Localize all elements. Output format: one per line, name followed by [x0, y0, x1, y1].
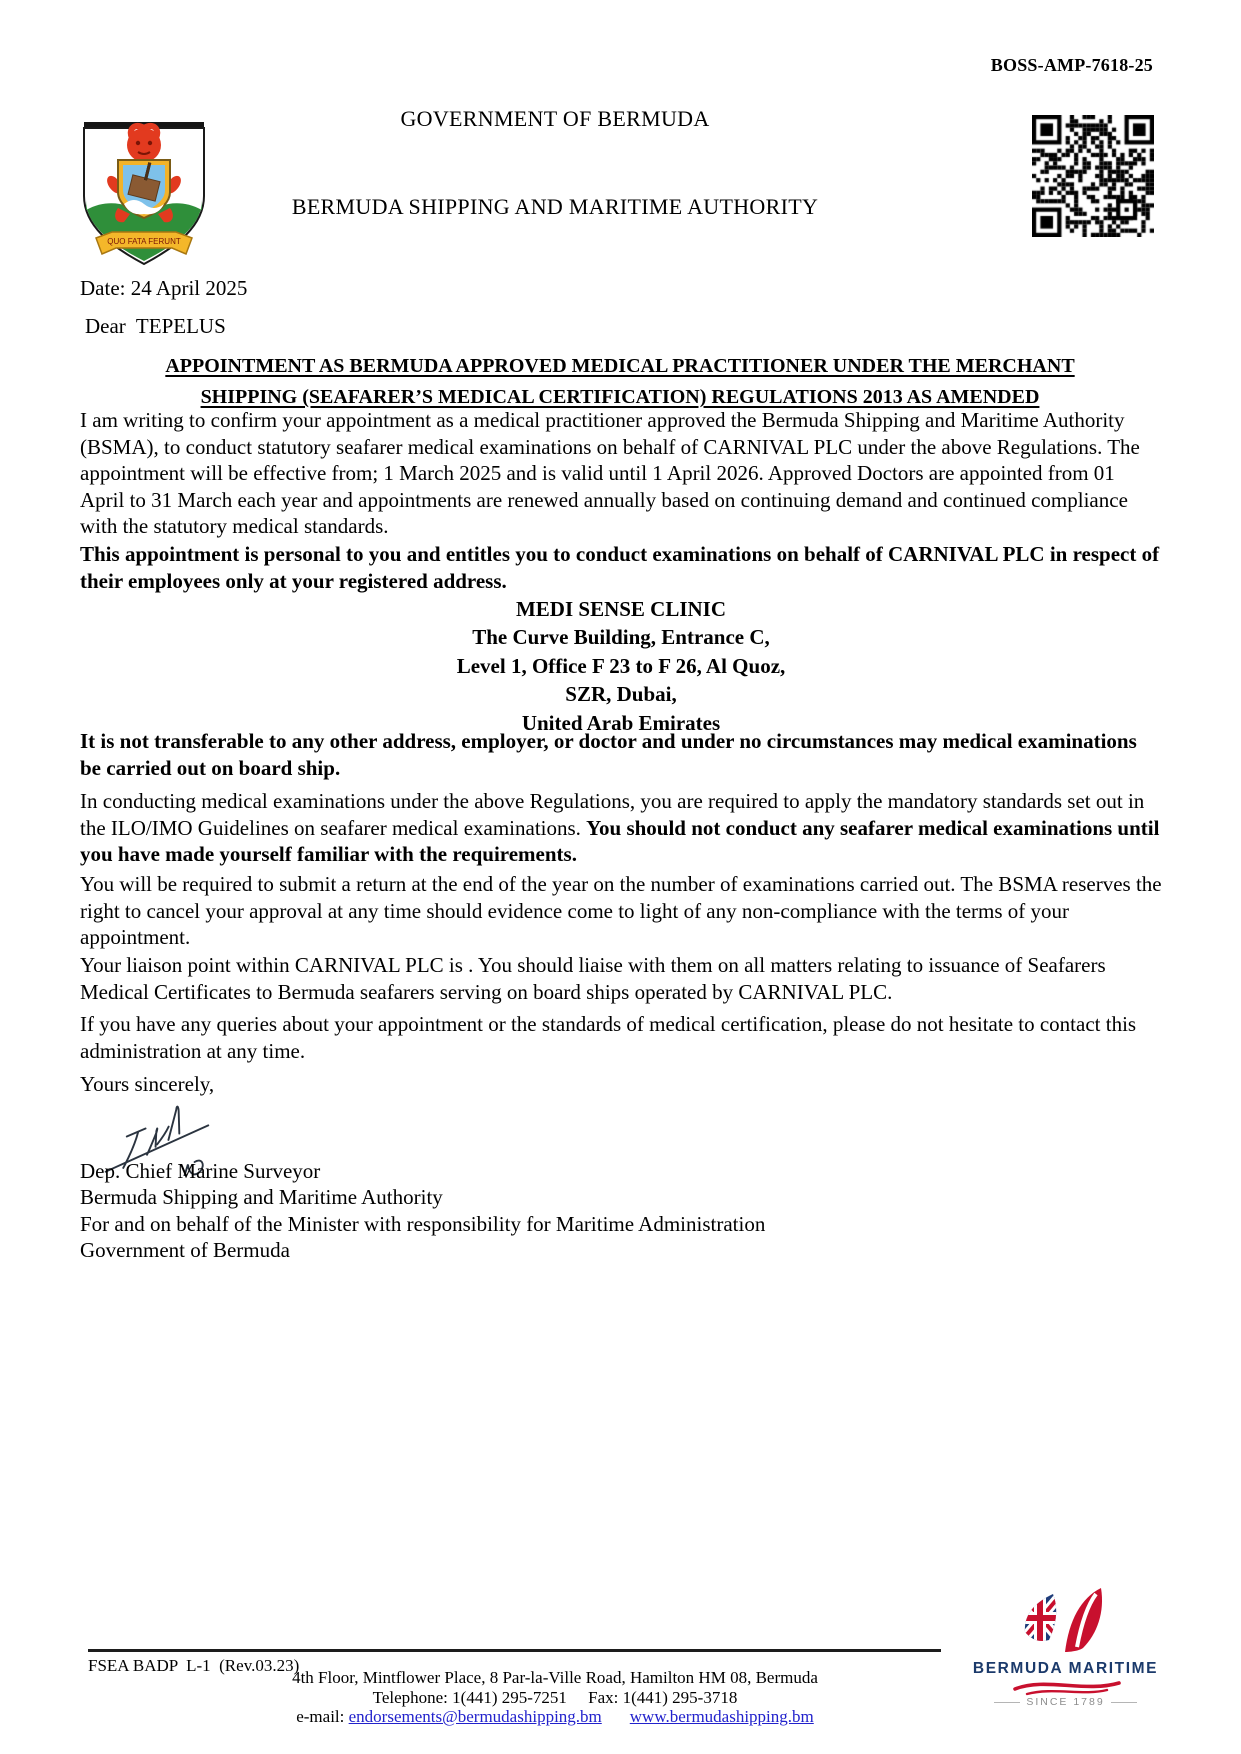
footer-email-link[interactable]: endorsements@bermudashipping.bm	[348, 1707, 602, 1726]
paragraph-appointment: I am writing to confirm your appointment as a medical practitioner approved the Bermuda Shipping and Maritime Authority (BSMA), to conduct statutory seafarer medical examinations on behalf of CARNIVAL PLC under the above Regulations. The appointment will be effective from; 1 March 2025 and is valid until 1 April 2026. Approved Doctors are appointed from 01 April to 31 March each year and appointments are renewed annually based on continuing demand and continued compliance with the statutory medical standards.	[80, 408, 1140, 538]
salutation: Dear TEPELUS	[85, 314, 226, 338]
form-reference: FSEA BADP L-1 (Rev.03.23)	[88, 1656, 300, 1675]
bermuda-maritime-logo	[963, 1586, 1168, 1716]
paragraph-not-transferable: It is not transferable to any other address, employer, or doctor and under no circumstances may medical examinations be carried out on board ship.	[80, 729, 1137, 780]
paragraph-liaison: Your liaison point within CARNIVAL PLC is . You should liaise with them on all matters relating to issuance of Seafarers Medical Certificates to Bermuda seafarers serving on board ships operated by CARNIVAL PLC.	[80, 953, 1106, 1004]
paragraph-queries: If you have any queries about your appointment or the standards of medical certification, please do not hesitate to contact this administration at any time.	[80, 1012, 1137, 1063]
footer-website-link[interactable]: www.bermudashipping.bm	[629, 1707, 814, 1726]
closing-line: Yours sincerely,	[80, 1072, 215, 1096]
since-right-line	[1111, 1702, 1137, 1703]
authority-title: BERMUDA SHIPPING AND MARITIME AUTHORITY	[291, 194, 819, 219]
signoff-government: Government of Bermuda	[80, 1237, 290, 1262]
government-title: GOVERNMENT OF BERMUDA	[400, 106, 710, 131]
subject-line-1: APPOINTMENT AS BERMUDA APPROVED MEDICAL PRACTITIONER UNDER THE MERCHANT	[165, 355, 1075, 377]
clinic-address-line: SZR, Dubai,	[565, 682, 677, 707]
since-left-line	[994, 1702, 1020, 1703]
logo-brand-text: BERMUDA MARITIME	[972, 1660, 1159, 1677]
logo-since-row	[963, 1696, 1168, 1708]
clinic-address-line: United Arab Emirates	[521, 710, 721, 735]
qr-code	[1032, 115, 1154, 237]
crest-motto-text: QUO FATA FERUNT	[107, 237, 181, 246]
footer-divider	[88, 1649, 941, 1652]
clinic-address-block	[80, 595, 1162, 737]
document-reference: BOSS-AMP-7618-25	[990, 55, 1153, 75]
logo-since-text: SINCE 1789	[1026, 1696, 1105, 1708]
paragraph-standards-normal: In conducting medical examinations under the above Regulations, you are required to apply the mandatory standards set out in the ILO/IMO Guidelines on seafarer medical examinations.	[80, 789, 1145, 840]
subject-heading	[80, 351, 1160, 413]
footer-address: 4th Floor, Mintflower Place, 8 Par-la-Ville Road, Hamilton HM 08, Bermuda	[292, 1668, 818, 1687]
paragraph-standards	[80, 788, 1162, 868]
footer-contact-block	[0, 1668, 1110, 1727]
signoff-block	[80, 1158, 765, 1263]
clinic-address-line: The Curve Building, Entrance C,	[472, 625, 770, 650]
signoff-title: Dep. Chief Marine Surveyor	[80, 1159, 321, 1183]
logo-sails-icon	[1011, 1586, 1161, 1658]
clinic-name: MEDI SENSE CLINIC	[515, 597, 727, 621]
signoff-authority: Bermuda Shipping and Maritime Authority	[80, 1185, 443, 1210]
footer-email-line	[0, 1707, 1110, 1727]
logo-swoosh-icon	[1011, 1679, 1123, 1697]
clinic-address-line: Level 1, Office F 23 to F 26, Al Quoz,	[456, 653, 786, 678]
footer-phone-fax: Telephone: 1(441) 295-7251 Fax: 1(441) 295-3718	[372, 1687, 738, 1707]
paragraph-standards-bold: You should not conduct any seafarer medical examinations until you have made yourself familiar with the requirements.	[80, 815, 1160, 866]
paragraph-annual-return: You will be required to submit a return at the end of the year on the number of examinations carried out. The BSMA reserves the right to cancel your approval at any time should evidence come to light of any non-compliance with the terms of your appointment.	[80, 872, 1162, 949]
signoff-on-behalf: For and on behalf of the Minister with responsibility for Maritime Administration	[80, 1211, 766, 1236]
paragraph-personal-appointment: This appointment is personal to you and entitles you to conduct examinations on behalf of CARNIVAL PLC in respect of their employees only at your registered address.	[80, 542, 1160, 593]
date-line: Date: 24 April 2025	[80, 276, 248, 300]
footer-email-label: e-mail:	[296, 1707, 349, 1726]
subject-line-2: SHIPPING (SEAFARER’S MEDICAL CERTIFICATION) REGULATIONS 2013 AS AMENDED	[200, 386, 1040, 408]
